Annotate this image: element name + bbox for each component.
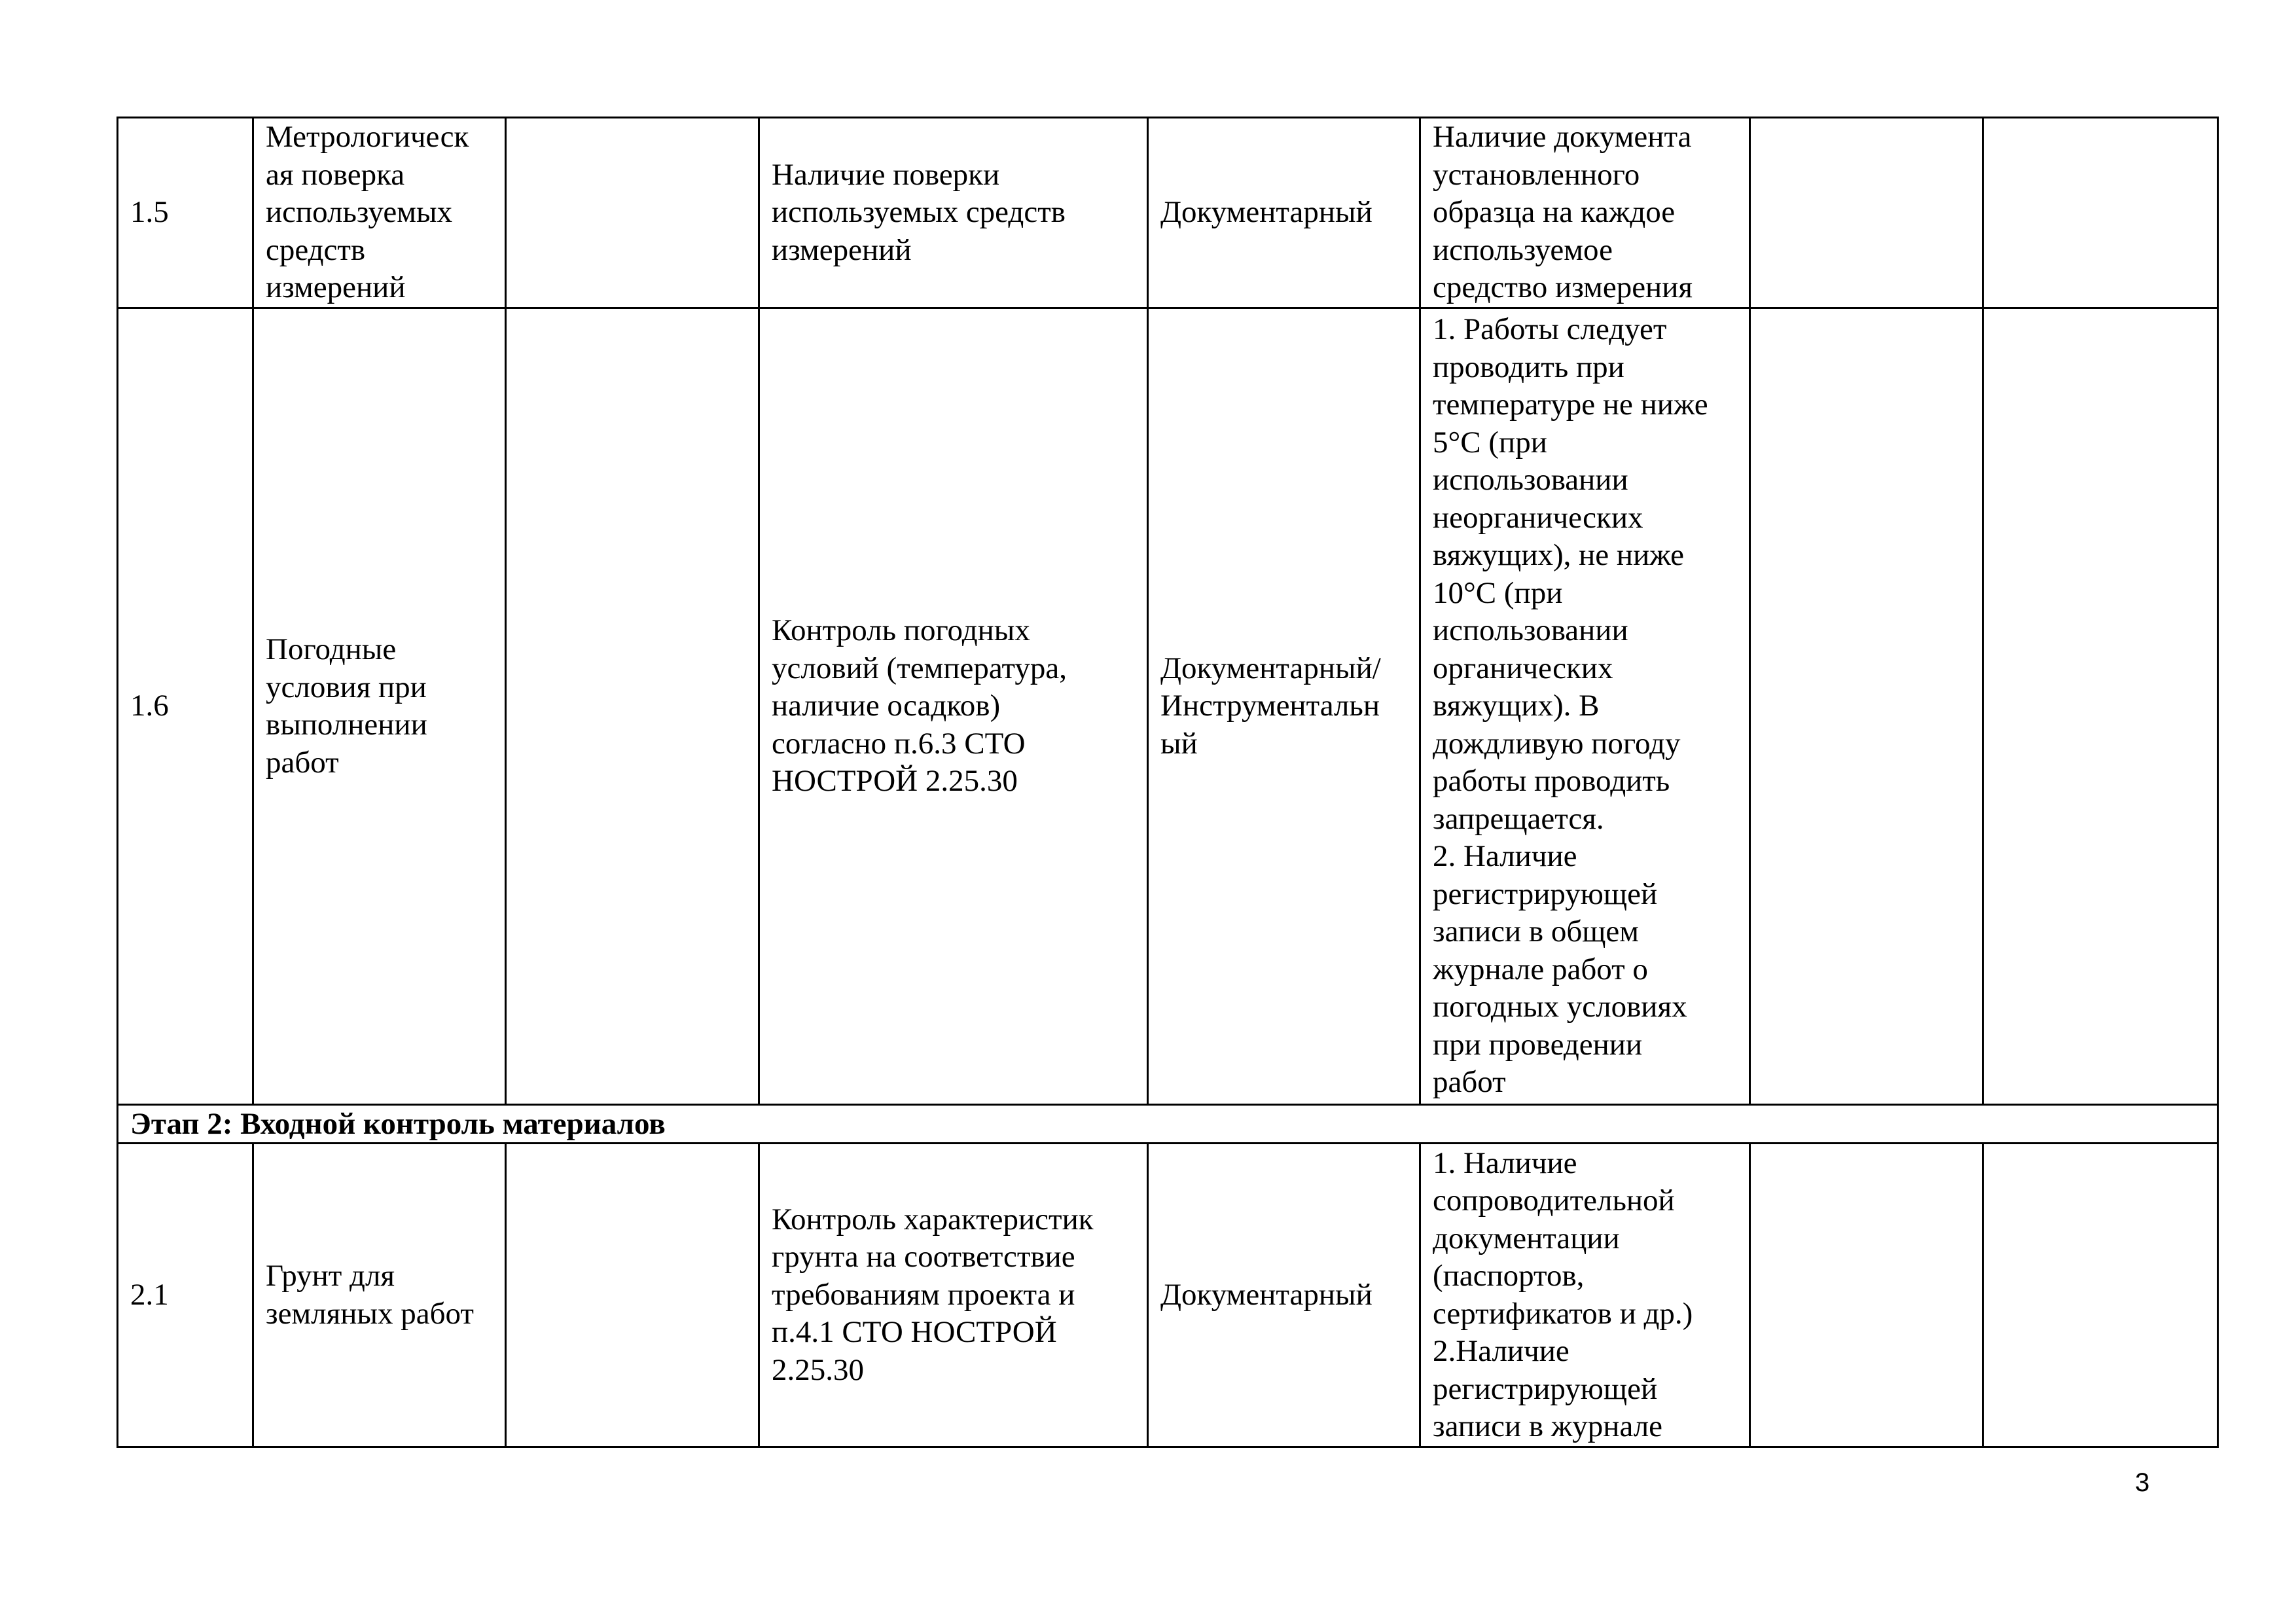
empty-cell <box>1983 308 2218 1105</box>
control-result-cell: 1. Работы следует проводить при температуре не ниже 5°С (при использовании неорганических вяжущих), не ниже 10°С (при использовании органических вяжущих). В дождливую погоду работы проводить запрещается. 2. Наличие регистрирующей записи в общем журнале работ о погодных условиях при проведении работ <box>1420 308 1750 1105</box>
control-subject-cell: Контроль характеристик грунта на соответствие требованиям проекта и п.4.1 СТО НОСТРОЙ 2.25.30 <box>759 1144 1148 1447</box>
table-row <box>118 308 2218 1105</box>
control-table <box>117 117 2219 1448</box>
page-number: 3 <box>2135 1468 2150 1497</box>
row-number-cell: 1.5 <box>118 118 253 308</box>
control-method-cell: Документарный/ Инструментальн ый <box>1148 308 1420 1105</box>
control-method-cell: Документарный <box>1148 118 1420 308</box>
table-row <box>118 118 2218 308</box>
empty-cell <box>1750 308 1983 1105</box>
empty-cell <box>506 118 759 308</box>
empty-cell <box>1983 1144 2218 1447</box>
empty-cell <box>1750 1144 1983 1447</box>
stage-heading: Этап 2: Входной контроль материалов <box>118 1105 2218 1144</box>
work-name-cell: Метрологическ ая поверка используемых средств измерений <box>253 118 506 308</box>
control-method-cell: Документарный <box>1148 1144 1420 1447</box>
empty-cell <box>1983 118 2218 308</box>
empty-cell <box>506 308 759 1105</box>
row-number-cell: 2.1 <box>118 1144 253 1447</box>
control-result-cell: Наличие документа установленного образца на каждое используемое средство измерения <box>1420 118 1750 308</box>
empty-cell <box>1750 118 1983 308</box>
table-row <box>118 1144 2218 1447</box>
empty-cell <box>506 1144 759 1447</box>
work-name-cell: Погодные условия при выполнении работ <box>253 308 506 1105</box>
stage-row <box>118 1105 2218 1144</box>
control-subject-cell: Контроль погодных условий (температура, наличие осадков) согласно п.6.3 СТО НОСТРОЙ 2.25.30 <box>759 308 1148 1105</box>
row-number-cell: 1.6 <box>118 308 253 1105</box>
control-result-cell: 1. Наличие сопроводительной документации (паспортов, сертификатов и др.) 2.Наличие регистрирующей записи в журнале <box>1420 1144 1750 1447</box>
control-subject-cell: Наличие поверки используемых средств измерений <box>759 118 1148 308</box>
work-name-cell: Грунт для земляных работ <box>253 1144 506 1447</box>
